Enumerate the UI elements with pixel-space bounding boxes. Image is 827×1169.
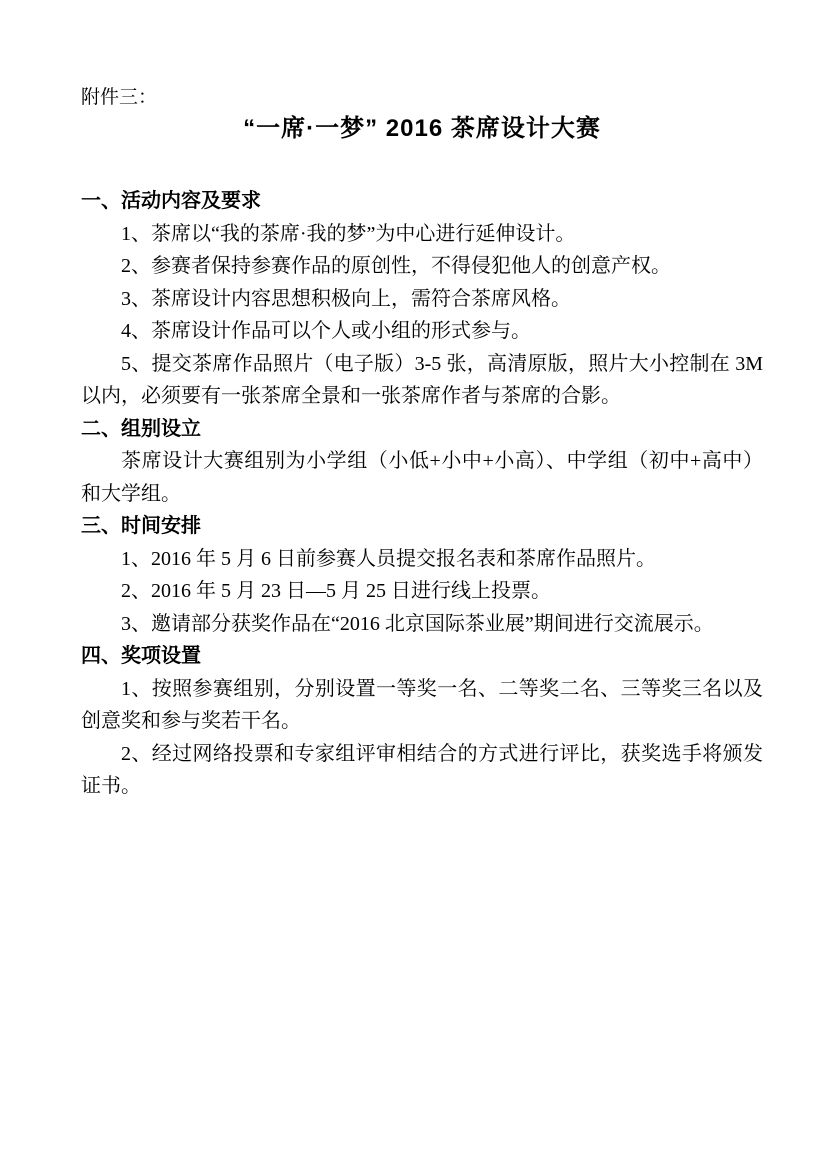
section-awards (81, 640, 763, 803)
document-content (81, 84, 763, 803)
list-item: 1、2016 年 5 月 6 日前参赛人员提交报名表和茶席作品照片。 (121, 547, 656, 570)
list-item: 2、2016 年 5 月 23 日—5 月 25 日进行线上投票。 (121, 580, 551, 602)
list-item: 2、经过网络投票和专家组评审相结合的方式进行评比，获奖选手将颁发证书。 (81, 742, 763, 797)
section-groups (81, 413, 763, 511)
section-heading-awards: 四、奖项设置 (81, 645, 201, 667)
section-activity-requirements (81, 185, 763, 413)
list-item: 2、参赛者保持参赛作品的原创性，不得侵犯他人的创意产权。 (121, 255, 671, 277)
list-item: 4、茶席设计作品可以个人或小组的形式参与。 (121, 320, 531, 342)
attachment-label: 附件三： (81, 87, 158, 108)
list-item: 1、按照参赛组别，分别设置一等奖一名、二等奖二名、三等奖三名以及创意奖和参与奖若干名。 (81, 677, 763, 732)
document-title: “一席·一梦” 2016 茶席设计大赛 (243, 115, 601, 142)
list-item: 1、茶席以“我的茶席·我的梦”为中心进行延伸设计。 (121, 222, 576, 245)
section-heading-activity: 一、活动内容及要求 (81, 190, 261, 212)
section-heading-groups: 二、组别设立 (81, 417, 201, 440)
list-item: 3、邀请部分获奖作品在“2016 北京国际茶业展”期间进行交流展示。 (121, 612, 714, 635)
list-item: 茶席设计大赛组别为小学组（小低+小中+小高）、中学组（初中+高中）和大学组。 (81, 450, 763, 505)
list-item: 3、茶席设计内容思想积极向上，需符合茶席风格。 (121, 287, 571, 310)
section-schedule (81, 510, 763, 640)
section-heading-schedule: 三、时间安排 (81, 515, 201, 537)
list-item: 5、提交茶席作品照片（电子版）3-5 张，高清原版，照片大小控制在 3M 以内，必须要有一张茶席全景和一张茶席作者与茶席的合影。 (81, 352, 763, 407)
